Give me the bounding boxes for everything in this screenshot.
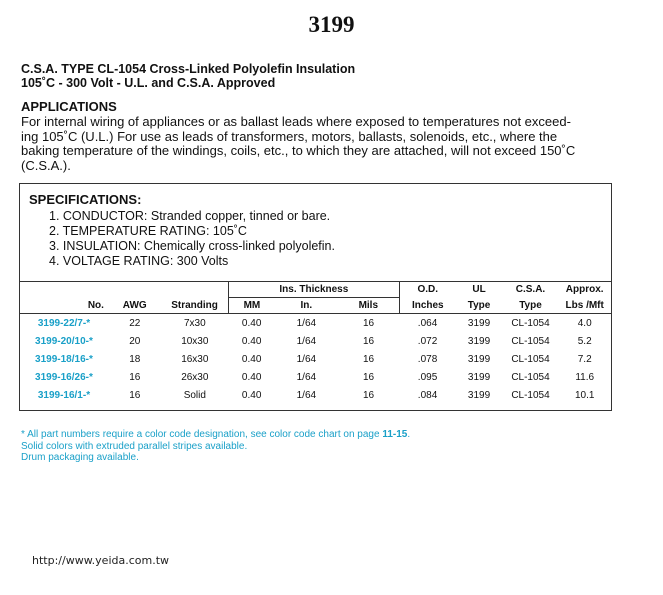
applications-line-3: baking temperature of the windings, coils, etc., to which they are attached, will not exceed 150˚C (21, 143, 576, 158)
awg-cell: 20 (129, 335, 141, 347)
table-header-row-2 (20, 298, 611, 314)
mm-cell: 0.40 (241, 371, 262, 383)
footnote-color-code (21, 429, 410, 441)
ul-header-bottom: Type (467, 299, 491, 311)
od-cell: .095 (417, 371, 438, 383)
spec-item-conductor: 1. CONDUCTOR: Stranded copper, tinned or bare. (49, 209, 331, 223)
specifications-heading: SPECIFICATIONS: (29, 192, 142, 207)
applications-line-4: (C.S.A.). (21, 157, 71, 173)
in-header: In. (300, 300, 313, 311)
csa-cell: CL-1054 (511, 371, 550, 383)
csa-cell: CL-1054 (511, 353, 550, 365)
stranding-cell: 26x30 (181, 371, 209, 383)
mils-cell: 16 (362, 371, 375, 383)
website-url[interactable]: http://www.yeida.com.tw (32, 554, 170, 567)
in-cell: 1/64 (296, 335, 317, 347)
table-row (20, 368, 611, 386)
ul-header-top: UL (472, 284, 486, 296)
mm-header: MM (228, 298, 275, 314)
od-cell: .084 (417, 389, 438, 401)
stranding-cell: 7x30 (183, 317, 206, 329)
lbs-cell: 7.2 (577, 353, 592, 365)
lbs-cell: 10.1 (574, 389, 595, 401)
part-number: 3199-16/26-* (35, 371, 93, 383)
applications-heading: APPLICATIONS (21, 99, 117, 114)
ul-cell: 3199 (467, 317, 491, 329)
table-row (20, 332, 611, 350)
spec-item-insulation: 3. INSULATION: Chemically cross-linked polyolefin. (49, 239, 335, 253)
table-row (20, 386, 611, 404)
ul-cell: 3199 (467, 371, 491, 383)
mils-cell: 16 (362, 353, 375, 365)
stranding-cell: 10x30 (181, 335, 209, 347)
stranding-header: Stranding (171, 299, 218, 311)
ins-thickness-header: Ins. Thickness (228, 282, 400, 298)
ul-cell: 3199 (467, 353, 491, 365)
applications-line-2: ing 105˚C (U.L.) For use as leads of transformers, motors, ballasts, solenoids, etc., where the (21, 128, 558, 144)
awg-cell: 16 (129, 371, 141, 383)
part-number: 3199-22/7-* (37, 317, 91, 329)
mils-cell: 16 (362, 335, 375, 347)
table-row (20, 350, 611, 368)
awg-cell: 16 (129, 389, 141, 401)
subtitle-line-2: 105˚C - 300 Volt - U.L. and C.S.A. Approved (21, 76, 276, 90)
lbs-cell: 11.6 (575, 371, 595, 383)
subtitle-line-1: C.S.A. TYPE CL-1054 Cross-Linked Polyolefin Insulation (21, 62, 356, 76)
specifications-box (19, 183, 612, 411)
product-subtitle (21, 62, 355, 90)
in-cell: 1/64 (296, 371, 317, 383)
spec-item-voltage: 4. VOLTAGE RATING: 300 Volts (49, 254, 229, 268)
csa-cell: CL-1054 (511, 317, 550, 329)
lbs-cell: 5.2 (577, 335, 592, 347)
mm-cell: 0.40 (241, 335, 262, 347)
footnote-solid-colors: Solid colors with extruded parallel stripes available. (21, 440, 248, 452)
page-title: 3199 (308, 12, 355, 37)
od-header-bottom: Inches (400, 298, 456, 314)
mm-cell: 0.40 (241, 317, 262, 329)
applications-line-1: For internal wiring of appliances or as ballast leads where exposed to temperatures not exceed- (21, 114, 571, 129)
mils-header: Mils (358, 300, 379, 311)
no-header: No. (87, 299, 104, 311)
od-header-top: O.D. (400, 282, 456, 298)
footnote-drum-packaging: Drum packaging available. (21, 452, 139, 463)
part-number: 3199-16/1-* (37, 389, 91, 401)
table-row (20, 314, 611, 333)
spec-table (20, 282, 611, 404)
awg-cell: 18 (129, 353, 141, 365)
specifications-list (49, 209, 335, 269)
awg-cell: 22 (129, 317, 141, 329)
awg-header: AWG (122, 299, 147, 311)
csa-cell: CL-1054 (511, 335, 550, 347)
part-number: 3199-20/10-* (35, 335, 93, 347)
mils-cell: 16 (362, 389, 375, 401)
ul-cell: 3199 (467, 389, 491, 401)
od-cell: .064 (417, 317, 438, 329)
in-cell: 1/64 (296, 317, 317, 329)
applications-text (21, 115, 631, 173)
footnote-period: . (407, 429, 411, 440)
od-cell: .072 (417, 335, 438, 347)
footnote-text: * All part numbers require a color code designation, see color code chart on page (21, 429, 383, 440)
part-number: 3199-18/16-* (35, 353, 93, 365)
ul-cell: 3199 (467, 335, 491, 347)
table-header-row-1 (20, 282, 611, 298)
stranding-cell: Solid (183, 389, 206, 401)
lbs-cell: 4.0 (577, 317, 592, 329)
footnote-page-ref: 11-15 (382, 429, 408, 440)
lbs-header-top: Approx. (565, 284, 604, 296)
stranding-cell: 16x30 (181, 353, 209, 365)
csa-header-bottom: Type (519, 299, 542, 311)
csa-header-top: C.S.A. (515, 284, 546, 296)
spec-item-temperature: 2. TEMPERATURE RATING: 105˚C (49, 224, 247, 238)
mm-cell: 0.40 (241, 353, 262, 365)
lbs-header-bottom: Lbs /Mft (565, 299, 604, 311)
csa-cell: CL-1054 (511, 389, 550, 401)
od-cell: .078 (417, 353, 438, 365)
in-cell: 1/64 (296, 353, 317, 365)
in-cell: 1/64 (296, 389, 317, 401)
mils-cell: 16 (362, 317, 375, 329)
footnotes (21, 429, 410, 464)
mm-cell: 0.40 (241, 389, 262, 401)
